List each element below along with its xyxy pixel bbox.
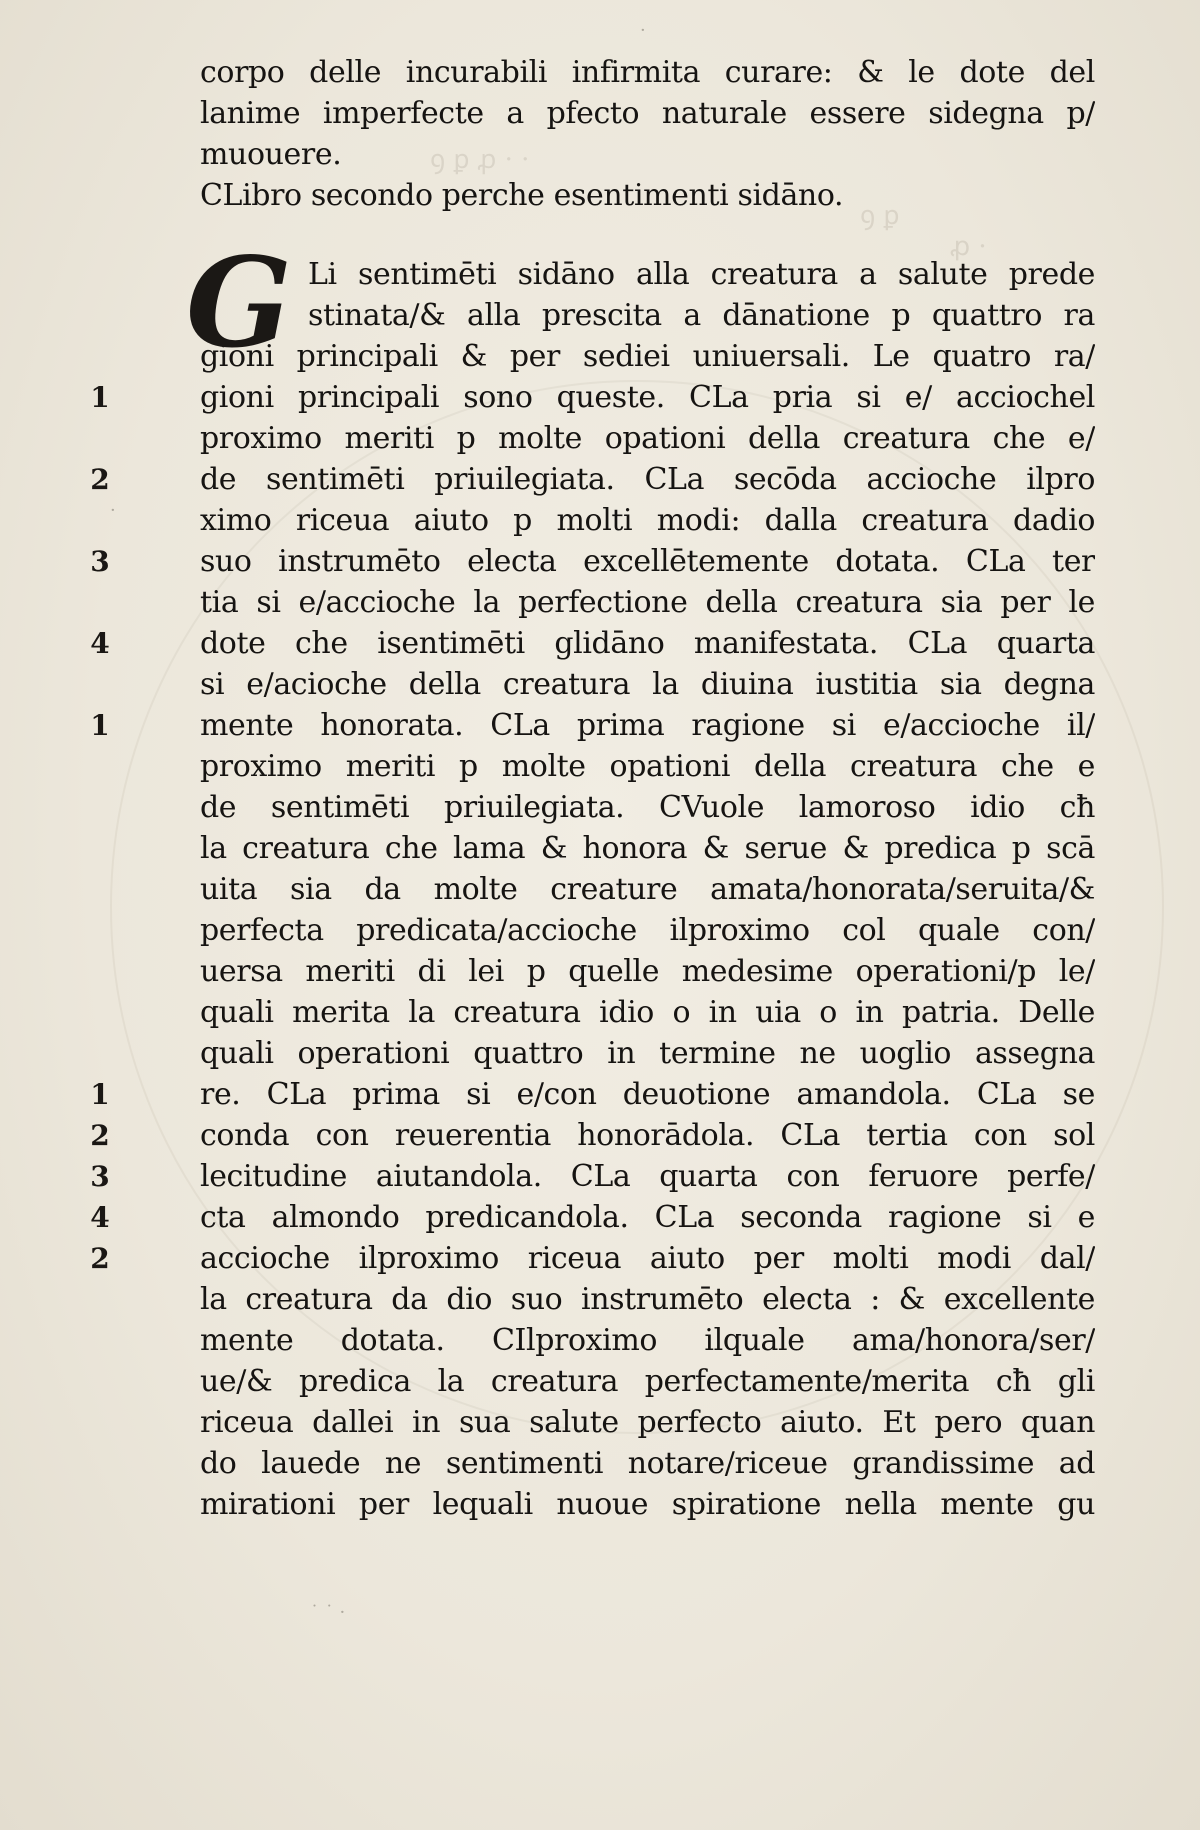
text-line: dote che isentimēti glidāno manifestata. CLa quarta: [200, 626, 1095, 661]
margin-number: 3: [90, 1160, 110, 1193]
text-line: si e/acioche della creatura la diuina iustitia sia degna: [200, 667, 1095, 702]
margin-number: 1: [90, 1078, 110, 1111]
chapter-heading: CLibro secondo perche esentimenti sidāno.: [200, 178, 844, 213]
text-line: de sentimēti priuilegiata. CVuole lamoroso idio cħ: [200, 790, 1095, 825]
margin-number: 4: [90, 1201, 110, 1234]
margin-number: 2: [90, 1119, 110, 1152]
text-line: lanime imperfecte a pfecto naturale essere sidegna p/: [200, 96, 1095, 131]
margin-number: 1: [90, 381, 110, 414]
ink-speck: ·: [110, 500, 116, 521]
text-line: lecitudine aiutandola. CLa quarta con feruore perfe/: [200, 1159, 1095, 1194]
text-line: cta almondo predicandola. CLa seconda ragione si e: [200, 1200, 1095, 1235]
decorated-initial: G: [186, 231, 292, 376]
bleed-through-text: ꝯ ꝑ ꝓ · ·: [430, 145, 530, 175]
margin-numbers: [70, 0, 130, 1830]
text-line: uersa meriti di lei p quelle medesime operationi/p le/: [200, 954, 1095, 989]
bleed-through-text: ꝯ ꝑ: [860, 201, 900, 231]
text-line: gioni principali sono queste. CLa pria si e/ acciochel: [200, 380, 1095, 415]
text-line: stinata/& alla prescita a dānatione p quattro ra: [308, 298, 1095, 333]
margin-number: 1: [90, 709, 110, 742]
text-line: corpo delle incurabili infirmita curare: & le dote del: [200, 55, 1095, 90]
text-line: quali merita la creatura idio o in uia o in patria. Delle: [200, 995, 1095, 1030]
text-line: riceua dallei in sua salute perfecto aiuto. Et pero quan: [200, 1405, 1095, 1440]
text-line: Li sentimēti sidāno alla creatura a salute prede: [308, 257, 1095, 292]
text-line: perfecta predicata/accioche ilproximo col quale con/: [200, 913, 1095, 948]
margin-number: 4: [90, 627, 110, 660]
text-line: re. CLa prima si e/con deuotione amandola. CLa se: [200, 1077, 1095, 1112]
text-line: proximo meriti p molte opationi della creatura che e: [200, 749, 1095, 784]
text-line: quali operationi quattro in termine ne uoglio assegna: [200, 1036, 1095, 1071]
margin-number: 3: [90, 545, 110, 578]
text-line: de sentimēti priuilegiata. CLa secōda accioche ilpro: [200, 462, 1095, 497]
text-line: uita sia da molte creature amata/honorata/seruita/&: [200, 872, 1095, 907]
margin-number: 2: [90, 463, 110, 496]
ink-speck: ·: [640, 20, 646, 41]
text-line: mente honorata. CLa prima ragione si e/accioche il/: [200, 708, 1095, 743]
text-line: la creatura da dio suo instrumēto electa : & excellente: [200, 1282, 1095, 1317]
text-line: mente dotata. CIlproximo ilquale ama/honora/ser/: [200, 1323, 1095, 1358]
text-line: mirationi per lequali nuoue spiratione nella mente gu: [200, 1487, 1095, 1522]
ink-speck: ˙ ˙ ·: [310, 1602, 346, 1623]
text-line: ue/& predica la creatura perfectamente/merita cħ gli: [200, 1364, 1095, 1399]
text-line: la creatura che lama & honora & serue & predica p scā: [200, 831, 1095, 866]
text-line: tia si e/accioche la perfectione della creatura sia per le: [200, 585, 1095, 620]
spacer: [200, 216, 1095, 254]
text-line: gioni principali & per sediei uniuersali. Le quatro ra/: [200, 339, 1095, 374]
text-block: [186, 52, 1095, 1525]
text-line: do lauede ne sentimenti notare/riceue grandissime ad: [200, 1446, 1095, 1481]
text-line: conda con reuerentia honorādola. CLa tertia con sol: [200, 1118, 1095, 1153]
text-line: muouere.: [200, 137, 342, 172]
body-text: [186, 231, 1095, 1525]
text-line: ximo riceua aiuto p molti modi: dalla creatura dadio: [200, 503, 1095, 538]
bleed-through-text: ꝓ ·: [950, 232, 987, 262]
text-line: accioche ilproximo riceua aiuto per molti modi dal/: [200, 1241, 1095, 1276]
text-line: suo instrumēto electa excellētemente dotata. CLa ter: [200, 544, 1095, 579]
margin-number: 2: [90, 1242, 110, 1275]
text-line: proximo meriti p molte opationi della creatura che e/: [200, 421, 1095, 456]
